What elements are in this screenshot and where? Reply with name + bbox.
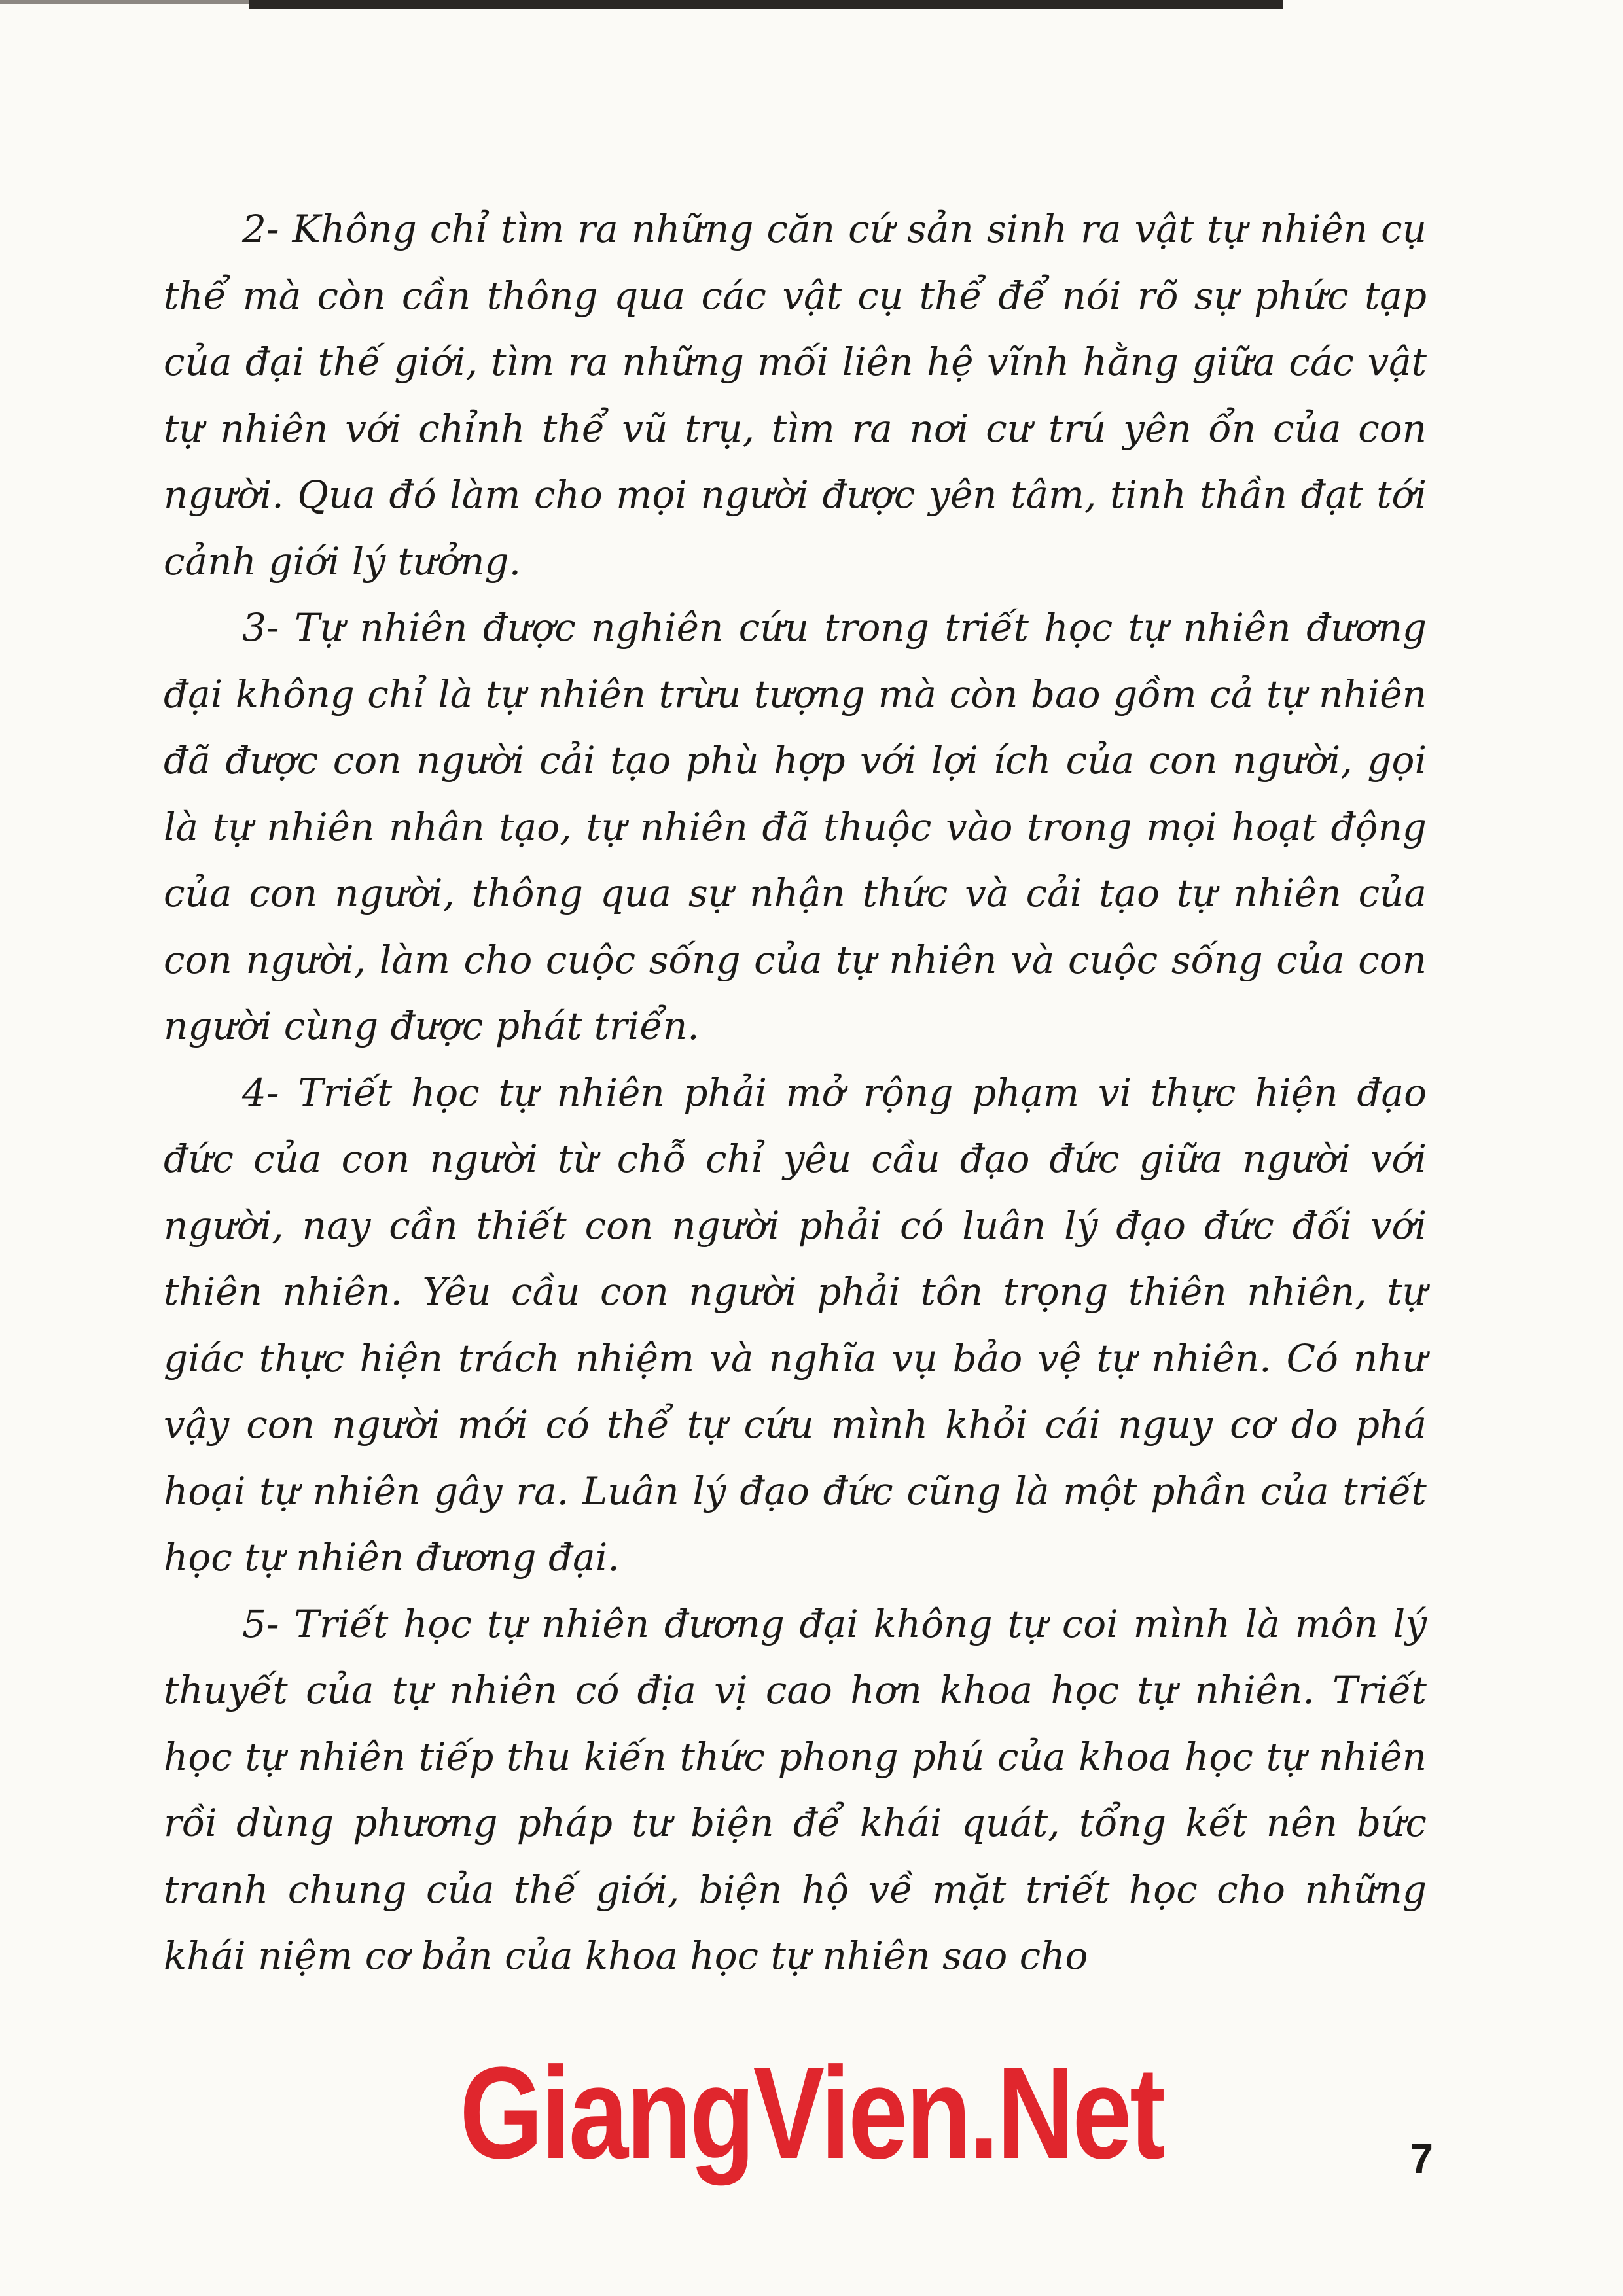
paragraph-3: 3- Tự nhiên được nghiên cứu trong triết học tự nhiên đương đại không chỉ là tự nhiên trừu tượng mà còn bao gồm cả tự nhiên đã được con người cải tạo phù hợp với lợi ích của con người, gọi là tự nhiên nhân tạo, tự nhiên đã thuộc vào trong mọi hoạt động của con người, thông qua sự nhận thức và cải tạo tự nhiên của con người, làm cho cuộc sống của tự nhiên và cuộc sống của con người cùng được phát triển.: [164, 605, 1427, 1048]
paragraph-5: 5- Triết học tự nhiên đương đại không tự coi mình là môn lý thuyết của tự nhiên có địa vị cao hơn khoa học tự nhiên. Triết học tự nhiên tiếp thu kiến thức phong phú của khoa học tự nhiên rồi dùng phương pháp tư biện để khái quát, tổng kết nên bức tranh chung của thế giới, biện hộ về mặt triết học cho những khái niệm cơ bản của khoa học tự nhiên sao cho: [164, 1601, 1427, 1978]
page-number: 7: [1410, 2135, 1433, 2182]
top-rule: [249, 0, 1283, 9]
page-body: [164, 196, 1427, 1990]
watermark-logo: GiangVien.Net: [459, 2040, 1164, 2186]
top-edge-shadow: [0, 0, 249, 4]
paragraph-4: 4- Triết học tự nhiên phải mở rộng phạm vi thực hiện đạo đức của con người từ chỗ chỉ yêu cầu đạo đức giữa người với người, nay cần thiết con người phải có luân lý đạo đức đối với thiên nhiên. Yêu cầu con người phải tôn trọng thiên nhiên, tự giác thực hiện trách nhiệm và nghĩa vụ bảo vệ tự nhiên. Có như vậy con người mới có thể tự cứu mình khỏi cái nguy cơ do phá hoại tự nhiên gây ra. Luân lý đạo đức cũng là một phần của triết học tự nhiên đương đại.: [164, 1070, 1427, 1580]
paragraph-2: 2- Không chỉ tìm ra những căn cứ sản sinh ra vật tự nhiên cụ thể mà còn cần thông qua các vật cụ thể để nói rõ sự phức tạp của đại thế giới, tìm ra những mối liên hệ vĩnh hằng giữa các vật tự nhiên với chỉnh thể vũ trụ, tìm ra nơi cư trú yên ổn của con người. Qua đó làm cho mọi người được yên tâm, tinh thần đạt tới cảnh giới lý tưởng.: [164, 207, 1427, 584]
